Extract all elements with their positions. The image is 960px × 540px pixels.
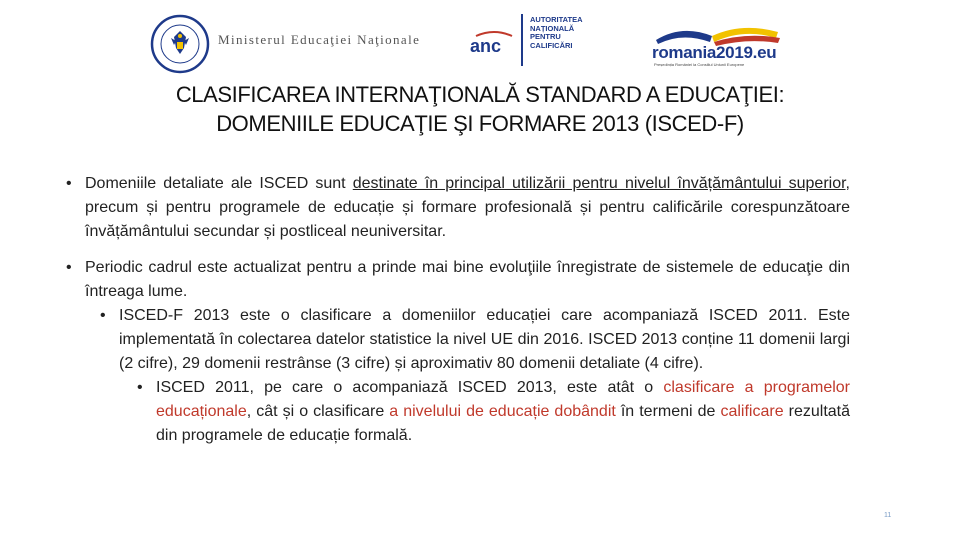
bullet-text: , cât și o clasificare [246, 403, 390, 420]
slide-title [60, 80, 900, 138]
underlined-text: destinate în principal utilizării pentru nivelul învățământului superior, [352, 175, 850, 192]
bullet-text: Domeniile detaliate ale ISCED sunt [85, 175, 353, 192]
bullet-text: în termeni de [615, 403, 721, 420]
page-number: 11 [884, 512, 892, 519]
bullet-text: Periodic cadrul este actualizat pentru a prinde mai bine evoluţiile înregistrate de sistemele de educaţie din întreaga lume. [85, 259, 850, 300]
bullet-marker: • [100, 307, 106, 324]
bullet-text: ISCED-F 2013 este o clasificare a domeniilor educației care acompaniază ISCED 2011. Este implementată în colectarea datelor statistice la nivel UE din 2016. ISCED 2013 conține 11 domenii largi (2 cifre), 29 domenii restrânse (3 cifre) și aproximativ 80 domenii detaliate (4 cifre). [119, 307, 850, 372]
title-line-2: DOMENIILE EDUCAŢIE ŞI FORMARE 2013 (ISCED-F) [216, 111, 744, 136]
anc-authority-text [530, 16, 583, 50]
highlighted-text: calificare [720, 403, 784, 420]
bullet-item [66, 256, 850, 304]
highlighted-text: a nivelului de educație dobândit [389, 403, 616, 420]
bullet-marker: • [66, 259, 72, 276]
bullet-text: rezultată din programele de educație formală. [156, 403, 851, 444]
anc-divider [521, 14, 523, 66]
highlighted-text: clasificare a programelor educaționale [156, 379, 851, 420]
bullet-marker: • [66, 175, 72, 192]
bullet-item [66, 172, 850, 244]
bullet-text: precum și pentru programele de educație și formare profesională și pentru calificările corespunzătoare învățământului secundar și postliceal neuniversitar. [85, 199, 850, 240]
anc-logo-icon [468, 30, 520, 56]
ministry-name: Ministerul Educaţiei Naţionale [218, 32, 421, 47]
sub-bullet-item [100, 304, 850, 376]
anc-line: CALIFICĂRI [530, 40, 573, 50]
sub-sub-bullet-item [137, 376, 851, 448]
anc-line: AUTORITATEA [530, 15, 583, 24]
government-seal-icon [150, 14, 210, 74]
romania2019-wordmark: romania2019.eu [652, 43, 777, 62]
title-line-1: CLASIFICAREA INTERNAŢIONALĂ STANDARD A EDUCAŢIEI: [175, 82, 785, 107]
bullet-marker: • [137, 379, 143, 396]
anc-line: PENTRU [530, 32, 561, 42]
anc-line: NAȚIONALĂ [530, 23, 575, 33]
bullet-text: ISCED 2011, pe care o acompaniază ISCED 2013, este atât o [156, 379, 664, 396]
header [0, 0, 960, 76]
romania2019-subtitle: Președinția României la Consiliul Uniunii Europene [654, 62, 745, 67]
slide-content [60, 172, 850, 448]
svg-text:anc: anc [470, 36, 502, 56]
